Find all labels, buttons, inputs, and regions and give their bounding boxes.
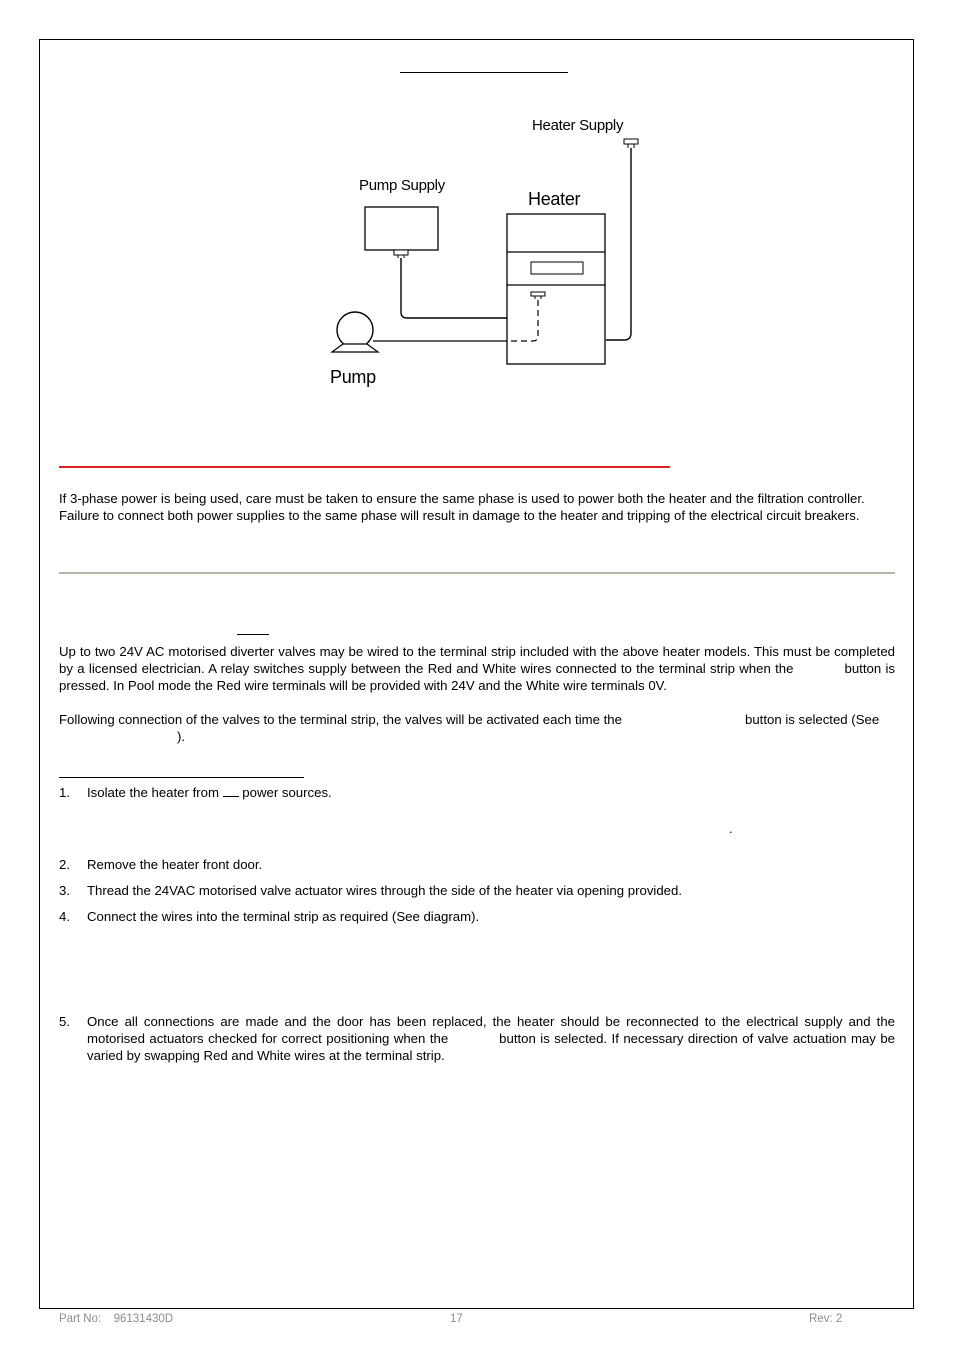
step-1-number: 1. xyxy=(59,785,70,800)
warning-rule xyxy=(59,466,670,468)
step-3-text: Thread the 24VAC motorised valve actuator wires through the side of the heater via opening provided. xyxy=(87,883,683,898)
pump-supply-wire xyxy=(401,258,507,318)
step-4-text: Connect the wires into the terminal strip as required (See diagram). xyxy=(87,909,480,924)
valves-para2-part-a: Following connection of the valves to the terminal strip, the valves will be activated each time the xyxy=(59,712,622,727)
pump-supply-plug xyxy=(394,250,408,258)
pump-supply-box xyxy=(365,207,438,250)
pump-label: Pump xyxy=(330,367,376,387)
heater-label: Heater xyxy=(528,189,581,209)
footer-part-no-value: 96131430D xyxy=(113,1313,174,1325)
valves-para1-part-a: Up to two 24V AC motorised diverter valves may be wired to the terminal strip included with the above heater models. This must be completed by a licensed electrician. A relay switches supply between the Red and White wires connected to the terminal strip when the xyxy=(59,644,895,676)
footer-page-number: 17 xyxy=(450,1313,463,1325)
valves-paragraph-2 xyxy=(59,711,895,744)
heater-supply-label: Heater Supply xyxy=(532,117,624,134)
step-3-number: 3. xyxy=(59,883,70,898)
step-5-number: 5. xyxy=(59,1014,70,1029)
step-4-number: 4. xyxy=(59,909,70,924)
step-5-text-b: button is selected. If necessary direction of valve actuation may be varied by swapping Red and White wires at the terminal strip. xyxy=(87,1031,896,1063)
step-1-text-b: power sources. xyxy=(242,785,332,800)
stray-mark: . xyxy=(729,821,733,836)
footer-part-no xyxy=(59,1313,173,1325)
valves-para2-part-b: button is selected (See xyxy=(745,712,880,727)
heater-display xyxy=(531,262,583,274)
step-2-number: 2. xyxy=(59,857,70,872)
footer-part-no-label: Part No: xyxy=(59,1313,102,1325)
step-1-blank xyxy=(223,784,239,797)
warning-paragraph: If 3-phase power is being used, care must be taken to ensure the same phase is used to power both the heater and the filtration controller. Failure to connect both power supplies to the same phase will result in damage to the heater and tripping of the electrical circuit breakers. xyxy=(59,491,865,523)
step-1-text-a: Isolate the heater from xyxy=(87,785,219,800)
valves-para1-part-b: button is pressed. In Pool mode the Red wire terminals will be provided with 24V and the White wire terminals 0V. xyxy=(59,661,895,693)
heater-supply-plug xyxy=(624,139,638,148)
wiring-diagram xyxy=(0,0,954,420)
heater-supply-wire xyxy=(606,148,631,340)
pump-symbol xyxy=(332,312,378,352)
step-5-text-a: Once all connections are made and the door has been replaced, the heater should be reconnected to the electrical supply and the motorised actuators checked for correct positioning when the xyxy=(87,1014,895,1046)
pump-supply-label: Pump Supply xyxy=(359,177,445,194)
heater-unit xyxy=(507,214,605,364)
valves-para2-part-c: ). xyxy=(177,729,186,744)
step-2-text: Remove the heater front door. xyxy=(87,857,263,872)
section-divider xyxy=(59,572,895,574)
procedure-heading-underline xyxy=(59,777,304,778)
valves-paragraph-1 xyxy=(59,643,895,694)
footer-revision: Rev: 2 xyxy=(809,1313,843,1325)
small-underline xyxy=(237,634,269,635)
